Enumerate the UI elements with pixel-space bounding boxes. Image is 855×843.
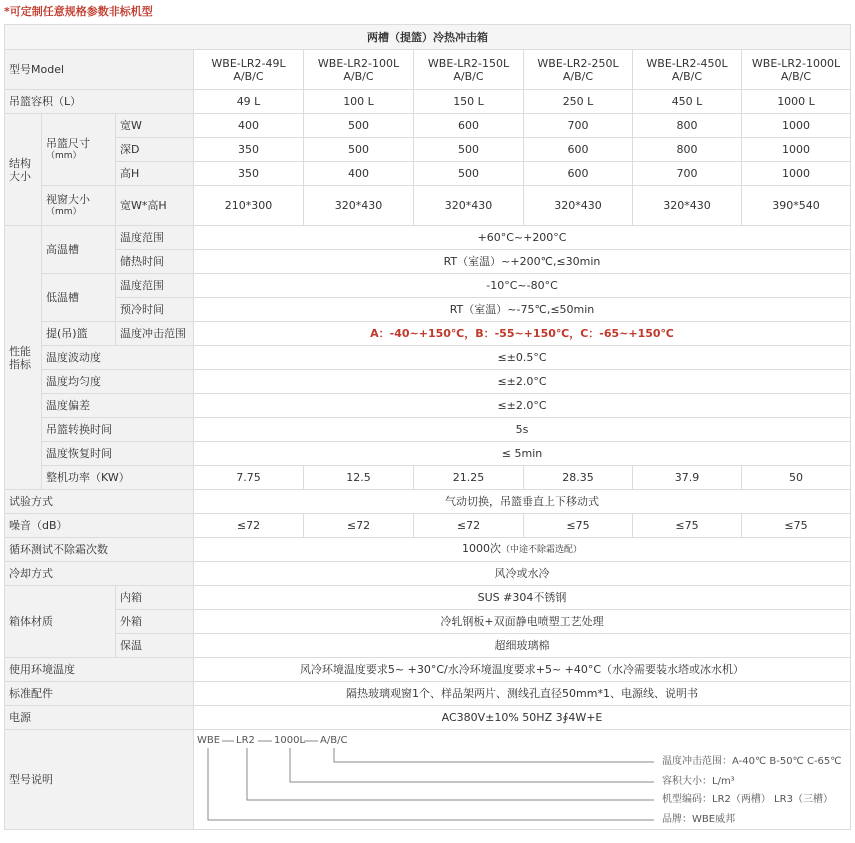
cell-window: 320*430	[304, 186, 414, 226]
label-recover: 温度恢复时间	[42, 442, 194, 466]
table-row-model-desc	[5, 730, 851, 830]
label-insul: 保温	[116, 634, 194, 658]
table-row-inner	[5, 586, 851, 610]
label-window-size: 视窗大小 （mm）	[42, 186, 116, 226]
table-row-power	[5, 466, 851, 490]
cell-depth: 800	[633, 138, 742, 162]
cell-capacity: 450 L	[633, 90, 742, 114]
cell-cycles: 1000次（中途不除霜选配）	[194, 538, 851, 562]
table-row-cooling	[5, 562, 851, 586]
label-basket: 提(吊)篮	[42, 322, 116, 346]
cell-power: 12.5	[304, 466, 414, 490]
label-low-range: 温度范围	[116, 274, 194, 298]
label-window-sub: 宽W*高H	[116, 186, 194, 226]
cell-width: 500	[304, 114, 414, 138]
cell-capacity: 250 L	[524, 90, 633, 114]
label-high-range: 温度范围	[116, 226, 194, 250]
legend-range: 温度冲击范围：A-40℃ B-50℃ C-65℃	[662, 756, 842, 767]
cell-power: 50	[742, 466, 851, 490]
cell-power: 37.9	[633, 466, 742, 490]
cell-dev: ≤±2.0°C	[194, 394, 851, 418]
label-depth: 深D	[116, 138, 194, 162]
cell-low-range: -10°C~-80°C	[194, 274, 851, 298]
label-fluct: 温度波动度	[42, 346, 194, 370]
row-label-capacity: 吊篮容积（L）	[5, 90, 194, 114]
table-row-model	[5, 50, 851, 90]
cell-noise: ≤72	[304, 514, 414, 538]
table-row-high-store	[5, 250, 851, 274]
spec-table	[4, 24, 851, 830]
cell-power-supply: AC380V±10% 50HZ 3∮4W+E	[194, 706, 851, 730]
cell-model-6: WBE-LR2-1000L A/B/C	[742, 50, 851, 90]
cell-high-range: +60°C~+200°C	[194, 226, 851, 250]
cell-uniform: ≤±2.0°C	[194, 370, 851, 394]
legend-volume: 容积大小：L/m³	[662, 776, 735, 787]
group-label-structure: 结构大小	[5, 114, 42, 226]
cell-switch: 5s	[194, 418, 851, 442]
cell-model-3: WBE-LR2-150L A/B/C	[414, 50, 524, 90]
cell-height: 500	[414, 162, 524, 186]
cell-model-5: WBE-LR2-450L A/B/C	[633, 50, 742, 90]
cell-window: 390*540	[742, 186, 851, 226]
label-width: 宽W	[116, 114, 194, 138]
cell-capacity: 150 L	[414, 90, 524, 114]
cell-capacity: 100 L	[304, 90, 414, 114]
cell-noise: ≤75	[524, 514, 633, 538]
table-row-test-mode	[5, 490, 851, 514]
table-row-insul	[5, 634, 851, 658]
label-height: 高H	[116, 162, 194, 186]
table-row-power-supply	[5, 706, 851, 730]
cell-model-2: WBE-LR2-100L A/B/C	[304, 50, 414, 90]
table-row-window	[5, 186, 851, 226]
table-row-accessories	[5, 682, 851, 706]
cell-noise: ≤75	[742, 514, 851, 538]
table-row-recover	[5, 442, 851, 466]
label-power-supply: 电源	[5, 706, 194, 730]
table-row-capacity	[5, 90, 851, 114]
label-low-pre: 预冷时间	[116, 298, 194, 322]
table-row-dev	[5, 394, 851, 418]
cell-power: 28.35	[524, 466, 633, 490]
cell-noise: ≤72	[414, 514, 524, 538]
cell-window: 320*430	[633, 186, 742, 226]
label-basket-size: 吊篮尺寸 （mm）	[42, 114, 116, 186]
label-accessories: 标准配件	[5, 682, 194, 706]
table-row-env	[5, 658, 851, 682]
model-code-diagram	[194, 730, 851, 830]
label-inner: 内箱	[116, 586, 194, 610]
legend-type: 机型编码：LR2（两槽） LR3（三槽）	[662, 794, 833, 805]
label-dev: 温度偏差	[42, 394, 194, 418]
table-row-switch	[5, 418, 851, 442]
cell-fluct: ≤±0.5°C	[194, 346, 851, 370]
label-noise: 噪音（dB）	[5, 514, 194, 538]
label-high-tank: 高温槽	[42, 226, 116, 274]
cell-depth: 1000	[742, 138, 851, 162]
table-row-width	[5, 114, 851, 138]
cell-inner: SUS #304不锈钢	[194, 586, 851, 610]
cell-depth: 500	[304, 138, 414, 162]
label-outer: 外箱	[116, 610, 194, 634]
cell-shock-range: A：-40~+150℃，B：-55~+150℃，C：-65~+150℃	[194, 322, 851, 346]
label-material: 箱体材质	[5, 586, 116, 658]
cell-model-1: WBE-LR2-49L A/B/C	[194, 50, 304, 90]
cell-width: 1000	[742, 114, 851, 138]
label-env: 使用环境温度	[5, 658, 194, 682]
cell-height: 600	[524, 162, 633, 186]
cell-model-4: WBE-LR2-250L A/B/C	[524, 50, 633, 90]
table-title: 两槽（提篮）冷热冲击箱	[5, 25, 851, 50]
cell-low-pre: RT（室温）~-75℃,≤50min	[194, 298, 851, 322]
label-test-mode: 试验方式	[5, 490, 194, 514]
cell-cooling: 风冷或水冷	[194, 562, 851, 586]
cell-env: 风冷环境温度要求5~ +30°C/水冷环境温度要求+5~ +40°C（水冷需要装水塔或冰水机）	[194, 658, 851, 682]
table-row-noise	[5, 514, 851, 538]
table-row-low-pre	[5, 298, 851, 322]
cell-high-store: RT（室温）~+200℃,≤30min	[194, 250, 851, 274]
table-row-outer	[5, 610, 851, 634]
group-label-performance: 性能指标	[5, 226, 42, 490]
cell-width: 600	[414, 114, 524, 138]
cell-recover: ≤ 5min	[194, 442, 851, 466]
cell-capacity: 1000 L	[742, 90, 851, 114]
model-code-range: A/B/C	[320, 735, 348, 746]
cell-width: 700	[524, 114, 633, 138]
cell-outer: 冷轧钢板+双面静电喷塑工艺处理	[194, 610, 851, 634]
cell-window: 320*430	[414, 186, 524, 226]
table-row-uniform	[5, 370, 851, 394]
cell-power: 21.25	[414, 466, 524, 490]
cell-capacity: 49 L	[194, 90, 304, 114]
table-row-shock	[5, 322, 851, 346]
label-low-tank: 低温槽	[42, 274, 116, 322]
table-row-low-range	[5, 274, 851, 298]
cell-depth: 350	[194, 138, 304, 162]
cell-height: 1000	[742, 162, 851, 186]
model-code-volume: 1000L	[274, 735, 306, 746]
label-shock-range: 温度冲击范围	[116, 322, 194, 346]
label-power: 整机功率（KW）	[42, 466, 194, 490]
cell-height: 350	[194, 162, 304, 186]
cell-noise: ≤75	[633, 514, 742, 538]
table-row-depth	[5, 138, 851, 162]
model-code-type: LR2	[236, 735, 255, 746]
cell-width: 800	[633, 114, 742, 138]
model-code-brand: WBE	[197, 735, 221, 746]
cell-noise: ≤72	[194, 514, 304, 538]
cell-width: 400	[194, 114, 304, 138]
cell-depth: 500	[414, 138, 524, 162]
table-row-height	[5, 162, 851, 186]
cell-window: 210*300	[194, 186, 304, 226]
label-cooling: 冷却方式	[5, 562, 194, 586]
table-row-high-range	[5, 226, 851, 250]
label-high-store: 储热时间	[116, 250, 194, 274]
custom-note: *可定制任意规格参数非标机型	[4, 5, 153, 18]
cell-window: 320*430	[524, 186, 633, 226]
cell-accessories: 隔热玻璃观窗1个、样品架两片、测线孔直径50mm*1、电源线、说明书	[194, 682, 851, 706]
row-label-model: 型号Model	[5, 50, 194, 90]
table-row-cycles	[5, 538, 851, 562]
cell-test-mode: 气动切换，吊篮垂直上下移动式	[194, 490, 851, 514]
label-switch: 吊篮转换时间	[42, 418, 194, 442]
label-uniform: 温度均匀度	[42, 370, 194, 394]
cell-depth: 600	[524, 138, 633, 162]
cell-power: 7.75	[194, 466, 304, 490]
label-cycles: 循环测试不除霜次数	[5, 538, 194, 562]
table-row-fluct	[5, 346, 851, 370]
cell-height: 400	[304, 162, 414, 186]
label-model-desc: 型号说明	[5, 730, 194, 830]
legend-brand: 品牌：WBE威邦	[662, 814, 736, 825]
cell-height: 700	[633, 162, 742, 186]
cell-insul: 超细玻璃棉	[194, 634, 851, 658]
